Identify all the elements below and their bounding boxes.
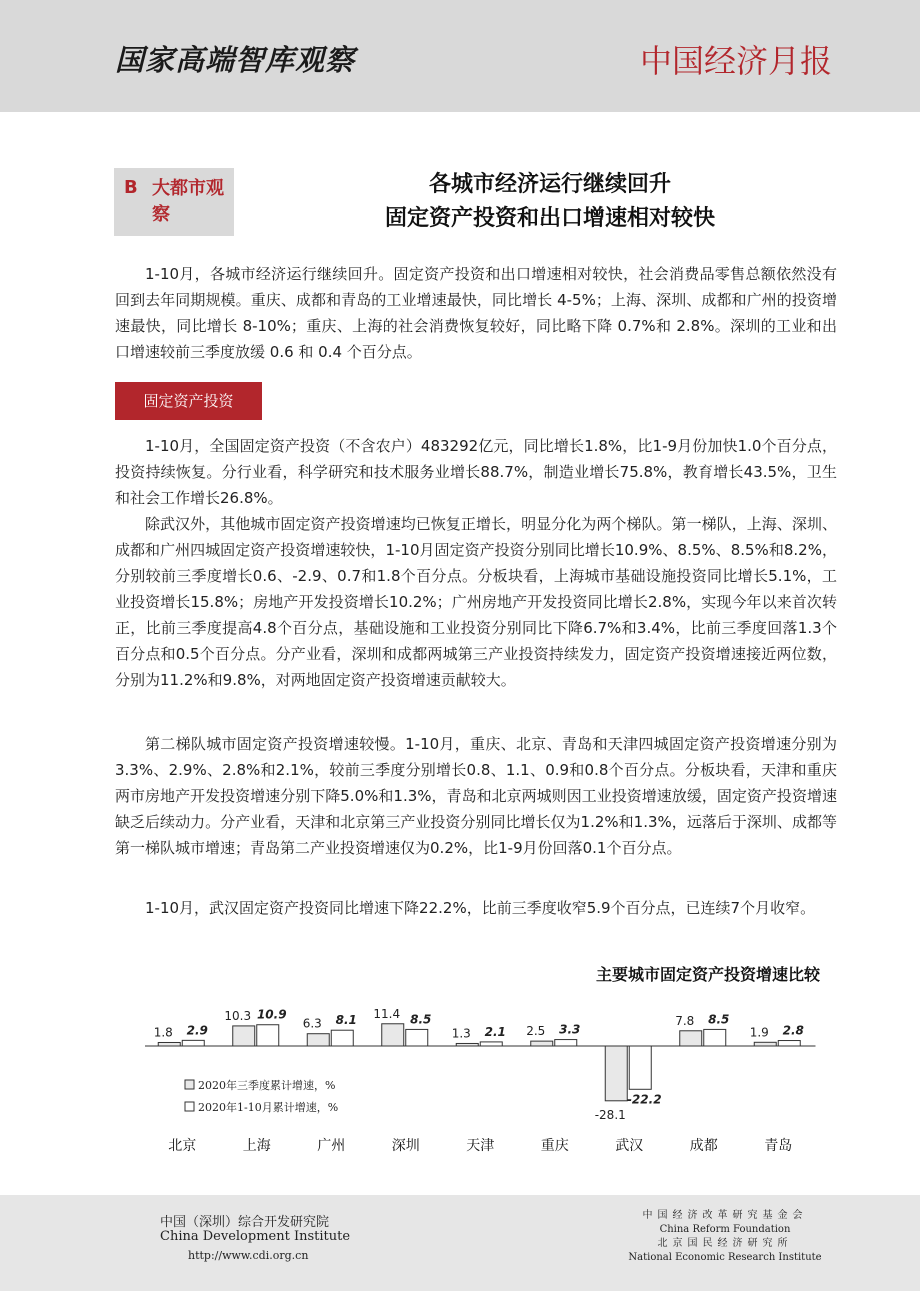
body-paragraph: 1-10月，武汉固定资产投资同比增速下降22.2%，比前三季度收窄5.9个百分点，已连续7个月收窄。	[145, 899, 816, 917]
chart-value-label: 2.8	[782, 1023, 804, 1038]
chart-value-label: 1.9	[749, 1025, 769, 1040]
chart-category-label: 深圳	[391, 1138, 420, 1154]
chart-category-label: 重庆	[540, 1138, 569, 1154]
chart-category-label: 北京	[168, 1138, 197, 1154]
chart-value-label: 2.5	[526, 1024, 546, 1039]
section-tag	[114, 168, 234, 236]
chart-bar-oct-4	[480, 1042, 502, 1046]
footer-partners	[600, 1209, 850, 1265]
chart-value-label: 1.8	[153, 1025, 173, 1040]
footer-partner-1: 中国经济改革研究基金会	[642, 1210, 808, 1221]
chart-bar-q3-2	[307, 1034, 329, 1046]
chart-bar-oct-7	[704, 1029, 726, 1046]
body-paragraph: 第二梯队城市固定资产投资增速较慢。1-10月，重庆、北京、青岛和天津四城固定资产投资增速分别为3.3%、2.9%、2.8%和2.1%，较前三季度分别增长0.8、1.1、0.9和0.8个百分点。分板块看，天津和重庆两市房地产开发投资增速分别下降5.0%和1.3%，青岛和北京两城则因工业投资增速放缓，固定资产投资增速缺乏后续动力。分产业看，天津和北京第三产业投资分别同比增长仅为1.2%和1.3%，远落后于深圳、成都等第一梯队城市增速；青岛第二产业投资增速仅为0.2%，比1-9月份回落0.1个百分点。	[115, 735, 837, 857]
chart-category-label: 成都	[689, 1138, 718, 1154]
body-paragraph: 除武汉外，其他城市固定资产投资增速均已恢复正增长，明显分化为两个梯队。第一梯队，上海、深圳、成都和广州四城固定资产投资增速较快，1-10月固定资产投资分别同比增长10.9%、8.5%、8.5%和8.2%，分别较前三季度增长0.6、-2.9、0.7和1.8个百分点。分板块看，上海城市基础设施投资同比增长5.1%，工业投资增长15.8%；房地产开发投资增长10.2%；广州房地产开发投资同比增长2.8%，实现今年以来首次转正，比前三季度提高4.8个百分点，基础设施和工业投资分别同比下降6.7%和3.4%，比前三季度回落1.3个百分点和0.5个百分点。分产业看，深圳和成都两城第三产业投资持续发力，固定资产投资增速接近两位数，分别为11.2%和9.8%，对两地固定资产投资增速贡献较大。	[115, 515, 837, 689]
chart-category-label: 广州	[317, 1138, 346, 1154]
section-heading: 固定资产投资	[115, 382, 262, 420]
footer-partner-2: China Reform Foundation	[659, 1224, 791, 1235]
chart-bar-q3-5	[531, 1041, 553, 1046]
chart-category-label: 天津	[466, 1138, 495, 1154]
chart-value-label: 8.1	[335, 1013, 357, 1028]
chart-bar-q3-6	[605, 1046, 627, 1101]
chart-bar-q3-3	[382, 1024, 404, 1046]
chart-title: 主要城市固定资产投资增速比较	[595, 965, 820, 984]
summary-paragraph: 1-10月，各城市经济运行继续回升。固定资产投资和出口增速相对较快，社会消费品零售总额依然没有回到去年同期规模。重庆、成都和青岛的工业增速最快，同比增长 4-5%；上海、深圳、成都和广州的投资增速最快，同比增长 8-10%；重庆、上海的社会消费恢复较好，同比略下降 0.7%和 2.8%。深圳的工业和出口增速较前三季度放缓 0.6 和 0.4 个百分点。	[115, 265, 837, 361]
chart-bar-q3-4	[456, 1043, 478, 1046]
footer-institute-en: China Development Institute	[160, 1229, 351, 1244]
chart-legend-label-0: 2020年三季度累计增速，%	[198, 1079, 336, 1092]
chart-legend-label-1: 2020年1-10月累计增速，%	[198, 1101, 339, 1114]
chart-category-label: 武汉	[615, 1138, 644, 1154]
chart-value-label: 2.9	[186, 1023, 208, 1038]
chart-legend-swatch-0	[185, 1080, 194, 1089]
think-tank-brand: 国家高端智库观察	[115, 43, 356, 77]
chart-value-label: 3.3	[559, 1022, 581, 1037]
footer-url[interactable]: http://www.cdi.org.cn	[188, 1249, 309, 1262]
chart-value-label: 2.1	[484, 1024, 506, 1039]
chart-category-label: 青岛	[764, 1138, 793, 1154]
article-title-line-1: 各城市经济运行继续回升	[428, 172, 671, 197]
chart-value-label: 10.9	[256, 1007, 287, 1022]
article-title	[240, 168, 860, 236]
chart-bar-oct-3	[406, 1029, 428, 1046]
investment-growth-chart	[0, 985, 920, 1185]
chart-bar-oct-6	[629, 1046, 651, 1089]
chart-bar-oct-1	[257, 1025, 279, 1046]
chart-bar-oct-8	[778, 1041, 800, 1046]
page-header	[0, 0, 920, 112]
chart-value-label: 8.5	[410, 1012, 432, 1027]
chart-bar-q3-1	[233, 1026, 255, 1046]
page-footer	[0, 1195, 920, 1291]
footer-institute-cn: 中国（深圳）综合开发研究院	[160, 1215, 330, 1230]
chart-bar-oct-0	[182, 1040, 204, 1046]
footer-partner-4: National Economic Research Institute	[628, 1252, 822, 1263]
chart-legend-swatch-1	[185, 1102, 194, 1111]
footer-partner-3: 北京国民经济研究所	[657, 1238, 793, 1249]
chart-category-label: 上海	[242, 1138, 271, 1154]
chart-value-label: -28.1	[594, 1107, 626, 1122]
chart-value-label: 7.8	[675, 1013, 695, 1028]
chart-value-label: 8.5	[708, 1012, 730, 1027]
article-title-line-2: 固定资产投资和出口增速相对较快	[384, 206, 715, 231]
body-paragraph: 1-10月，全国固定资产投资（不含农户）483292亿元，同比增长1.8%，比1-9月份加快1.0个百分点，投资持续恢复。分行业看，科学研究和技术服务业增长88.7%，制造业增长75.8%，教育增长43.5%，卫生和社会工作增长26.8%。	[115, 437, 837, 507]
chart-value-label: 10.3	[224, 1008, 252, 1023]
section-letter: B	[124, 177, 138, 198]
chart-value-label: 6.3	[302, 1016, 322, 1031]
chart-bar-q3-0	[158, 1042, 180, 1046]
chart-bar-oct-5	[555, 1040, 577, 1046]
report-title: 中国经济月报	[639, 42, 832, 80]
section-label: 大都市观察	[152, 178, 224, 225]
chart-value-label: -22.2	[626, 1092, 662, 1107]
chart-bar-q3-8	[754, 1042, 776, 1046]
chart-bar-q3-7	[680, 1031, 702, 1046]
chart-bar-oct-2	[331, 1030, 353, 1046]
chart-value-label: 11.4	[373, 1006, 401, 1021]
chart-value-label: 1.3	[451, 1026, 471, 1041]
